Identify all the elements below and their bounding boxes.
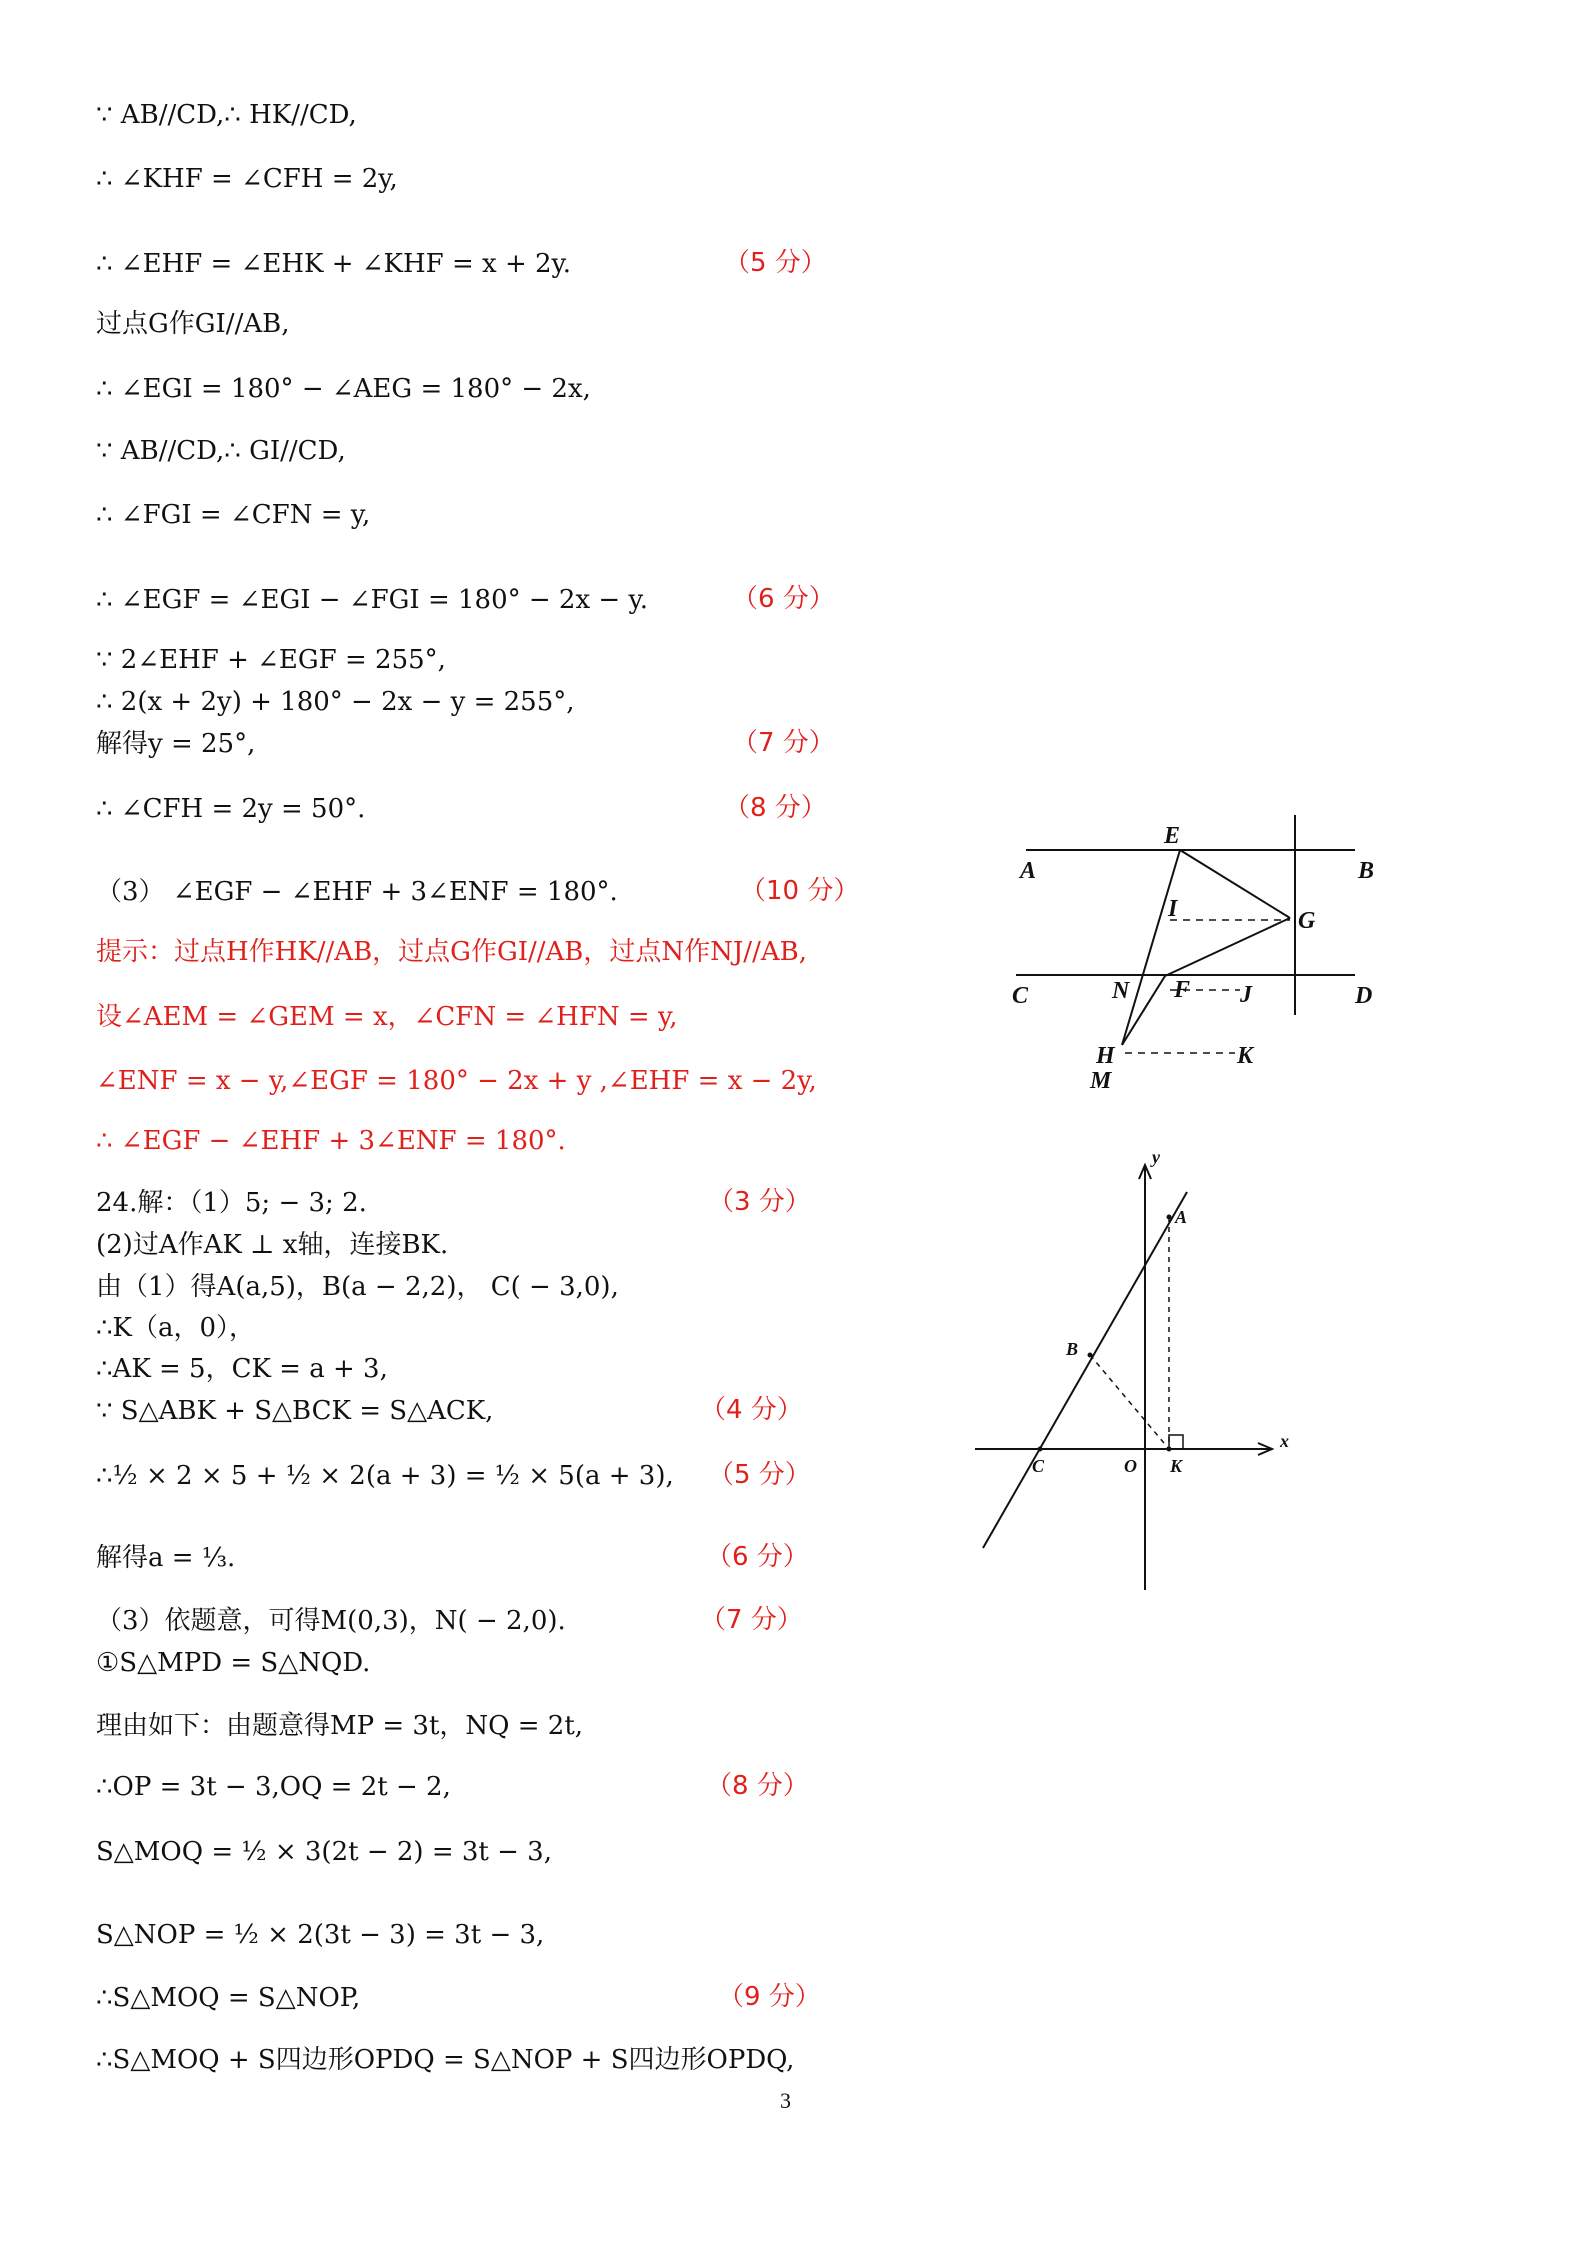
label-c2: C <box>1032 1456 1045 1476</box>
line-2: ∴ ∠KHF = ∠CFH = 2y, <box>96 164 398 194</box>
line-1: ∵ AB//CD,∴ HK//CD, <box>96 100 357 130</box>
score-5a: （5 分） <box>724 248 827 278</box>
figure-coordinate-plane <box>970 1145 1310 1595</box>
line-25: 解得a = ⅓. <box>96 1543 236 1573</box>
label-c: C <box>1012 983 1029 1009</box>
line-5: ∴ ∠EGI = 180° − ∠AEG = 180° − 2x, <box>96 374 591 404</box>
line-17: ∴ ∠EGF − ∠EHF + 3∠ENF = 180°. <box>96 1126 566 1156</box>
line-21: ∴K（a，0）， <box>96 1313 256 1343</box>
line-31: S△NOP = ½ × 2(3t − 3) = 3t − 3, <box>96 1920 545 1950</box>
right-angle-mark <box>1169 1435 1183 1449</box>
line-24: ∴½ × 2 × 5 + ½ × 2(a + 3) = ½ × 5(a + 3), <box>96 1461 674 1491</box>
line-33: ∴S△MOQ + S四边形OPDQ = S△NOP + S四边形OPDQ, <box>96 2045 795 2075</box>
line-22: ∴AK = 5，CK = a + 3, <box>96 1354 388 1384</box>
label-x: x <box>1280 1431 1289 1451</box>
point-a <box>1167 1215 1172 1220</box>
score-7b: （7 分） <box>700 1605 803 1635</box>
point-k <box>1167 1447 1172 1452</box>
score-6b: （6 分） <box>706 1542 809 1572</box>
line-13: （3） ∠EGF − ∠EHF + 3∠ENF = 180°. <box>96 877 618 907</box>
label-h: H <box>1096 1043 1115 1069</box>
line-18: 24.解：（1）5; − 3; 2. <box>96 1188 367 1218</box>
line-28: 理由如下：由题意得MP = 3t，NQ = 2t, <box>96 1711 584 1741</box>
score-4: （4 分） <box>700 1395 803 1425</box>
line-4: 过点G作GI//AB, <box>96 309 290 339</box>
label-o: O <box>1124 1456 1137 1476</box>
point-c <box>1038 1447 1043 1452</box>
line-7: ∴ ∠FGI = ∠CFN = y, <box>96 500 371 530</box>
line-11: 解得y = 25°, <box>96 729 256 759</box>
label-k: K <box>1237 1043 1254 1069</box>
label-b2: B <box>1066 1339 1079 1359</box>
score-10: （10 分） <box>740 876 860 906</box>
segment-em <box>1122 850 1180 1045</box>
line-29: ∴OP = 3t − 3,OQ = 2t − 2, <box>96 1772 451 1802</box>
page-number: 3 <box>780 2088 791 2113</box>
line-9: ∵ 2∠EHF + ∠EGF = 255°, <box>96 645 446 675</box>
line-10: ∴ 2(x + 2y) + 180° − 2x − y = 255°, <box>96 687 575 717</box>
label-f: F <box>1174 977 1191 1003</box>
line-8: ∴ ∠EGF = ∠EGI − ∠FGI = 180° − 2x − y. <box>96 585 648 615</box>
segment-eg <box>1180 850 1290 918</box>
label-e: E <box>1164 823 1181 849</box>
line-15: 设∠AEM = ∠GEM = x，∠CFN = ∠HFN = y, <box>96 1002 678 1032</box>
line-30: S△MOQ = ½ × 3(2t − 2) = 3t − 3, <box>96 1837 552 1867</box>
line-32: ∴S△MOQ = S△NOP, <box>96 1983 361 2013</box>
line-3: ∴ ∠EHF = ∠EHK + ∠KHF = x + 2y. <box>96 249 572 279</box>
line-6: ∵ AB//CD,∴ GI//CD, <box>96 436 346 466</box>
line-26: （3）依题意，可得M(0,3)，N( − 2,0). <box>96 1606 566 1636</box>
score-8a: （8 分） <box>724 793 827 823</box>
label-g: G <box>1298 908 1316 934</box>
score-3: （3 分） <box>708 1187 811 1217</box>
score-9: （9 分） <box>718 1982 821 2012</box>
line-16: ∠ENF = x − y,∠EGF = 180° − 2x + y ,∠EHF = x − 2y, <box>96 1066 817 1096</box>
label-j: J <box>1240 982 1252 1008</box>
figure-parallel-lines <box>1000 810 1380 1100</box>
dashed-bk <box>1090 1355 1169 1449</box>
score-7a: （7 分） <box>732 728 835 758</box>
score-6a: （6 分） <box>732 584 835 614</box>
line-12: ∴ ∠CFH = 2y = 50°. <box>96 794 366 824</box>
point-b <box>1088 1353 1093 1358</box>
label-a: A <box>1020 858 1037 884</box>
label-b: B <box>1358 858 1375 884</box>
line-14: 提示：过点H作HK//AB，过点G作GI//AB，过点N作NJ//AB, <box>96 937 807 967</box>
label-m: M <box>1090 1068 1112 1094</box>
label-k2: K <box>1170 1456 1183 1476</box>
score-8b: （8 分） <box>706 1771 809 1801</box>
score-5b: （5 分） <box>708 1460 811 1490</box>
label-i: I <box>1168 896 1178 922</box>
label-d: D <box>1355 983 1373 1009</box>
line-ca <box>983 1192 1187 1548</box>
segment-gf <box>1165 918 1290 976</box>
label-a2: A <box>1175 1207 1188 1227</box>
line-23: ∵ S△ABK + S△BCK = S△ACK, <box>96 1396 494 1426</box>
line-20: 由（1）得A(a,5)，B(a − 2,2)， C( − 3,0), <box>96 1272 619 1302</box>
line-27: ①S△MPD = S△NQD. <box>96 1648 371 1678</box>
label-y: y <box>1152 1147 1160 1167</box>
label-n: N <box>1112 978 1130 1004</box>
line-19: (2)过A作AK ⊥ x轴，连接BK. <box>96 1230 449 1260</box>
